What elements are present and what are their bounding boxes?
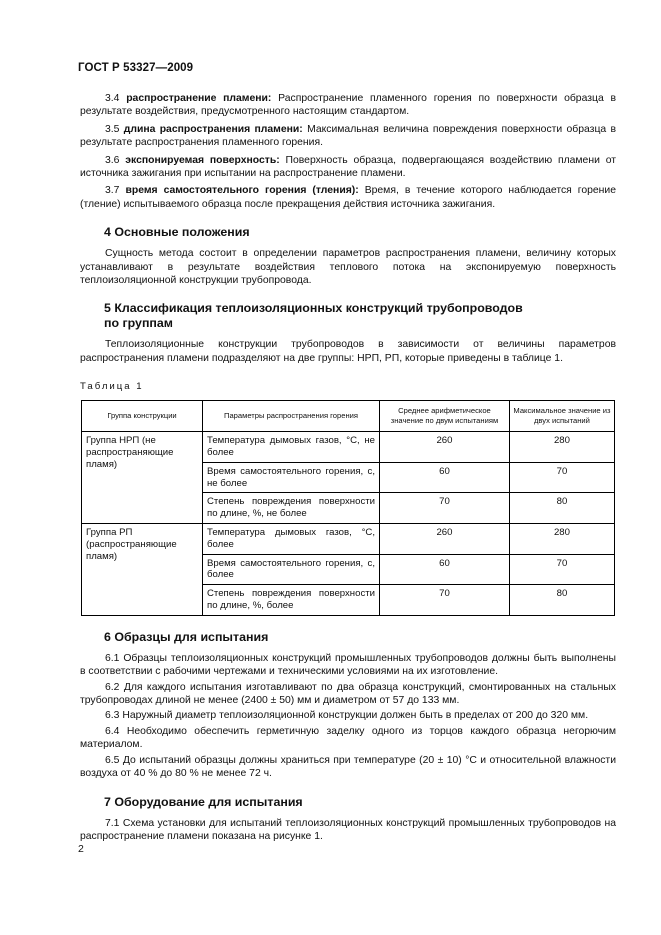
avg-cell: 60 bbox=[380, 554, 510, 585]
column-header-group: Группа конструкции bbox=[82, 401, 203, 432]
classification-table bbox=[81, 400, 615, 616]
definition-term: распространение пламени: bbox=[126, 93, 272, 104]
section-6-heading: 6 Образцы для испытания bbox=[104, 629, 269, 644]
section-5-paragraph: Теплоизоляционные конструкции трубопроводов в зависимости от величины параметров распространения пламени подразделяют на две группы: НРП, РП, которые приведены в таблице 1. bbox=[80, 339, 616, 364]
section-4-heading: 4 Основные положения bbox=[104, 225, 250, 240]
page-number: 2 bbox=[78, 843, 84, 855]
definition-3-7: 3.7 время самостоятельного горения (тления): Время, в течение которого наблюдается горение (тление) испытываемого образца после прекращения действия источника зажигания. bbox=[80, 185, 616, 210]
max-cell: 280 bbox=[509, 524, 614, 555]
section-7-heading: 7 Оборудование для испытания bbox=[104, 794, 303, 809]
max-cell: 80 bbox=[509, 493, 614, 524]
max-cell: 70 bbox=[509, 554, 614, 585]
avg-cell: 260 bbox=[380, 524, 510, 555]
table-caption: Таблица 1 bbox=[80, 381, 144, 393]
column-header-maximum: Максимальное значение из двух испытаний bbox=[509, 401, 614, 432]
paragraph-6-2: 6.2 Для каждого испытания изготавливают по два образца конструкций, смонтированных на стальных трубопроводах длиной не менее (2400 ± 50) мм и диаметром от 57 до 133 мм. bbox=[80, 681, 616, 707]
max-cell: 80 bbox=[509, 585, 614, 616]
paragraph-6-4: 6.4 Необходимо обеспечить герметичную заделку одного из торцов каждого образца негорючим материалом. bbox=[80, 725, 616, 751]
avg-cell: 70 bbox=[380, 585, 510, 616]
param-cell: Температура дымовых газов, °С, не более bbox=[203, 432, 380, 463]
param-cell: Время самостоятельного горения, с, более bbox=[203, 554, 380, 585]
paragraph-6-3: 6.3 Наружный диаметр теплоизоляционной конструкции должен быть в пределах от 200 до 320 мм. bbox=[105, 710, 589, 722]
param-cell: Температура дымовых газов, °С, более bbox=[203, 524, 380, 555]
paragraph-6-1: 6.1 Образцы теплоизоляционных конструкций промышленных трубопроводов должны быть выполнены в соответствии с рабочими чертежами и техническими условиями на их изготовление. bbox=[80, 652, 616, 678]
definition-3-5: 3.5 длина распространения пламени: Максимальная величина повреждения поверхности образца в результате распространения пламенного горения. bbox=[80, 123, 617, 149]
group-cell-rp: Группа РП (распространяющие пламя) bbox=[82, 524, 203, 616]
table-row bbox=[82, 432, 615, 463]
param-cell: Степень повреждения поверхности по длине, %, более bbox=[203, 585, 380, 616]
definition-term: время самостоятельного горения (тления): bbox=[125, 185, 359, 197]
avg-cell: 70 bbox=[380, 493, 510, 524]
standard-code-header: ГОСТ Р 53327—2009 bbox=[78, 62, 194, 74]
table-header-row bbox=[82, 401, 615, 432]
param-cell: Время самостоятельного горения, с, не более bbox=[203, 462, 380, 493]
paragraph-6-5: 6.5 До испытаний образцы должны храниться при температуре (20 ± 10) °С и относительной влажности воздуха от 40 % до 80 % не менее 72 ч. bbox=[80, 754, 616, 780]
param-cell: Степень повреждения поверхности по длине, %, не более bbox=[203, 493, 380, 524]
max-cell: 280 bbox=[509, 432, 614, 463]
page-content bbox=[80, 92, 616, 845]
avg-cell: 260 bbox=[380, 432, 510, 463]
paragraph-7-1: 7.1 Схема установки для испытаний теплоизоляционных конструкций промышленных трубопроводов на распространение пламени показана на рисунке 1. bbox=[80, 817, 616, 842]
column-header-parameters: Параметры распространения горения bbox=[203, 401, 380, 432]
column-header-average: Среднее арифметическое значение по двум испытаниям bbox=[380, 401, 510, 432]
definition-term: длина распространения пламени: bbox=[123, 123, 303, 135]
section-5-heading: 5 Классификация теплоизоляционных конструкций трубопроводов по группам bbox=[104, 301, 523, 331]
definition-3-4: 3.4 распространение пламени: Распространение пламенного горения по поверхности образца в результате воздействия, предусмотренного настоящим стандартом. bbox=[80, 93, 617, 118]
group-cell-nrp: Группа НРП (не распространяющие пламя) bbox=[82, 432, 203, 524]
section-4-paragraph: Сущность метода состоит в определении параметров распространения пламени, величину которых устанавливают в результате воздействия теплового потока на экспонируемую поверхность теплоизоляционной конструкции трубопровода. bbox=[80, 248, 616, 287]
avg-cell: 60 bbox=[380, 462, 510, 493]
table-row bbox=[82, 524, 615, 555]
definition-3-6: 3.6 экспонируемая поверхность: Поверхность образца, подвергающаяся воздействию пламени от источника зажигания при испытании на распространение пламени. bbox=[80, 154, 617, 180]
definition-term: экспонируемая поверхность: bbox=[125, 154, 280, 166]
max-cell: 70 bbox=[509, 462, 614, 493]
